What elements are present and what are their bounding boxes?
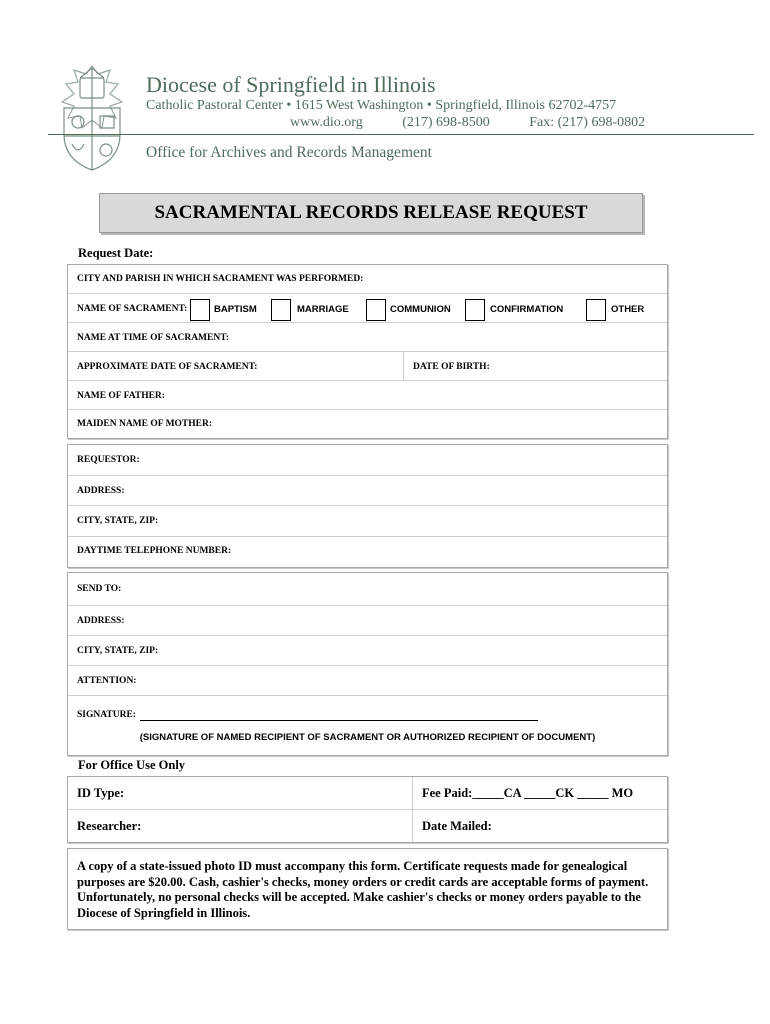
diocesan-crest-icon [52, 64, 132, 174]
notice-box [67, 848, 668, 930]
office-use-row-2 [68, 810, 667, 842]
send-to-city-field[interactable] [68, 636, 667, 666]
name-of-sacrament-label: NAME OF SACRAMENT: [77, 304, 188, 314]
office-name: Office for Archives and Records Management [146, 144, 432, 161]
date-mailed-label: Date Mailed: [422, 819, 492, 833]
baptism-checkbox[interactable] [190, 299, 210, 321]
marriage-option-label: MARRIAGE [297, 304, 349, 315]
dob-label: DATE OF BIRTH: [413, 362, 490, 372]
office-use-section [67, 776, 668, 843]
id-type-label: ID Type: [77, 786, 125, 800]
form-title-box [99, 193, 643, 233]
marriage-checkbox[interactable] [271, 299, 291, 321]
fee-paid-label: Fee Paid:_____CA _____CK _____ MO [422, 786, 634, 800]
requestor-section [67, 444, 668, 568]
approx-date-field[interactable] [68, 352, 403, 381]
daytime-phone-field[interactable] [68, 537, 667, 567]
name-at-time-field[interactable] [68, 323, 667, 352]
researcher-field[interactable] [68, 810, 412, 842]
requestor-city-label: CITY, STATE, ZIP: [77, 516, 159, 526]
father-name-field[interactable] [68, 381, 667, 410]
confirmation-checkbox[interactable] [465, 299, 485, 321]
signature-field[interactable] [68, 696, 667, 755]
send-to-city-label: CITY, STATE, ZIP: [77, 646, 159, 656]
letterhead-rule [48, 134, 754, 135]
daytime-phone-label: DAYTIME TELEPHONE NUMBER: [77, 546, 232, 556]
requestor-address-label: ADDRESS: [77, 486, 125, 496]
city-parish-label: CITY AND PARISH IN WHICH SACRAMENT WAS PERFORMED: [77, 274, 364, 284]
attention-field[interactable] [68, 666, 667, 696]
confirmation-option-label: CONFIRMATION [490, 304, 564, 315]
father-name-label: NAME OF FATHER: [77, 391, 165, 401]
request-date-label: Request Date: [78, 246, 154, 260]
mother-name-field[interactable] [68, 410, 667, 438]
payment-notice: A copy of a state-issued photo ID must accompany this form. Certificate requests made for genealogical purposes are $20.00. Cash, cashier's checks, money orders or credit cards are acceptable forms of payment. Unfortunately, no personal checks will be accepted. Make cashier's checks or money orders payable to the Diocese of Springfield in Illinois. [77, 859, 649, 920]
approx-date-label: APPROXIMATE DATE OF SACRAMENT: [77, 362, 258, 372]
mother-name-label: MAIDEN NAME OF MOTHER: [77, 419, 213, 429]
org-contact [290, 115, 645, 131]
form-title: SACRAMENTAL RECORDS RELEASE REQUEST [154, 202, 588, 223]
signature-line [140, 720, 538, 721]
send-to-address-label: ADDRESS: [77, 616, 125, 626]
send-to-field[interactable] [68, 573, 667, 606]
signature-note: (SIGNATURE OF NAMED RECIPIENT OF SACRAMENT OR AUTHORIZED RECIPIENT OF DOCUMENT) [139, 732, 596, 743]
attention-label: ATTENTION: [77, 676, 137, 686]
org-name: Diocese of Springfield in Illinois [146, 72, 436, 97]
sacrament-type-row [68, 294, 667, 323]
other-option-label: OTHER [611, 304, 645, 315]
other-checkbox[interactable] [586, 299, 606, 321]
communion-option-label: COMMUNION [390, 304, 451, 315]
name-at-time-label: NAME AT TIME OF SACRAMENT: [77, 333, 230, 343]
id-type-field[interactable] [68, 777, 412, 810]
office-use-heading: For Office Use Only [78, 758, 186, 772]
org-address: Catholic Pastoral Center • 1615 West Washington • Springfield, Illinois 62702-4757 [146, 98, 617, 113]
fax-number: Fax: (217) 698-0802 [529, 115, 646, 130]
baptism-option-label: BAPTISM [214, 304, 257, 315]
researcher-label: Researcher: [77, 819, 142, 833]
date-row [68, 352, 667, 381]
sacrament-section [67, 264, 668, 439]
dob-field[interactable] [404, 352, 668, 381]
website-link[interactable]: www.dio.org [290, 115, 363, 130]
communion-checkbox[interactable] [366, 299, 386, 321]
signature-label: SIGNATURE: [77, 710, 136, 720]
send-to-label: SEND TO: [77, 584, 122, 594]
fee-paid-field[interactable] [413, 777, 668, 810]
phone-number: (217) 698-8500 [402, 115, 490, 130]
date-mailed-field[interactable] [413, 810, 668, 842]
send-to-section [67, 572, 668, 756]
requestor-city-field[interactable] [68, 506, 667, 537]
send-to-address-field[interactable] [68, 606, 667, 636]
requestor-field[interactable] [68, 445, 667, 476]
requestor-label: REQUESTOR: [77, 455, 140, 465]
city-parish-field[interactable] [68, 265, 667, 294]
requestor-address-field[interactable] [68, 476, 667, 506]
office-use-row-1 [68, 777, 667, 810]
